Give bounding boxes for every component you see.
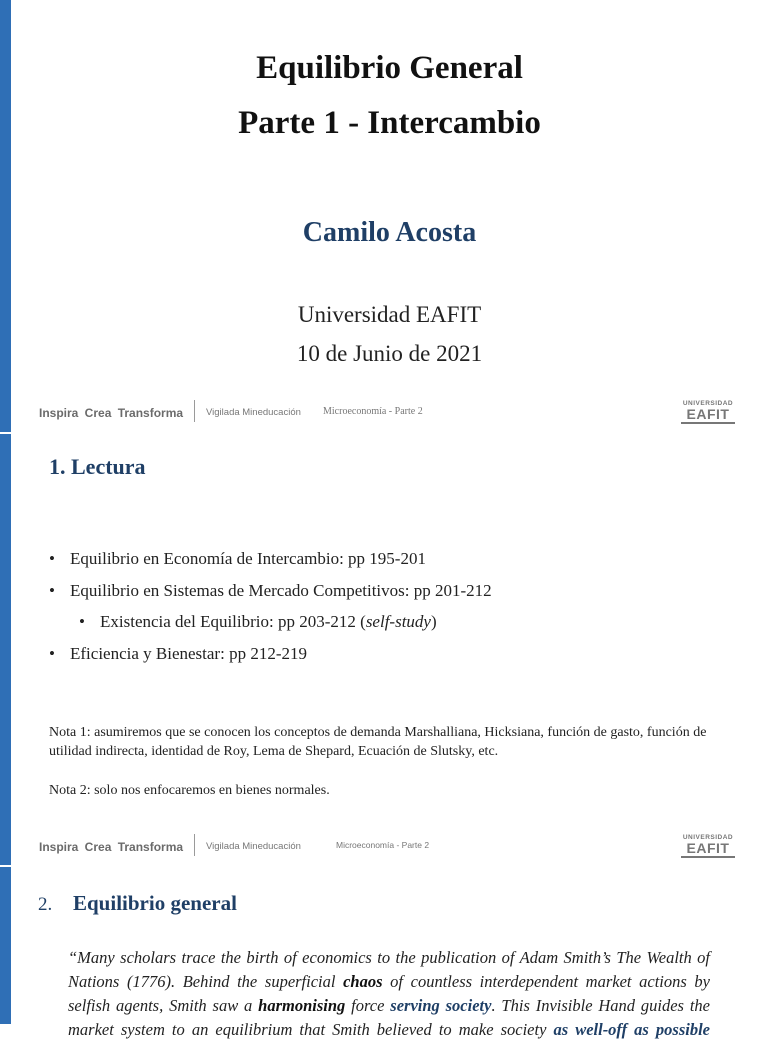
date: 10 de Junio de 2021 [296, 341, 483, 366]
slide-lectura [11, 432, 768, 817]
logo-top-text: UNIVERSIDAD [682, 400, 734, 407]
footer-tagline: Inspira Crea Transforma [39, 840, 184, 854]
footer-course: Microeconomía - Parte 2 [336, 840, 430, 850]
note-1: Nota 1: asumiremos que se conocen los conceptos de demanda Marshalliana, Hicksiana, función de gasto, función de utilidad indirecta, identidad de Roy, Lema de Shepard, Ecuación de Slutsky, etc. [49, 725, 707, 759]
quote-emphasis: chaos [343, 972, 383, 991]
institution: Universidad EAFIT [297, 302, 482, 327]
note-2: Nota 2: solo nos enfocaremos en bienes normales. [49, 783, 330, 798]
eafit-logo [681, 834, 735, 858]
quote-text: “Many scholars trace the birth of economics to the publication of Adam Smith’s The Wealth of Nations (1776). Behind the superficial [68, 948, 710, 991]
footer-separator [194, 834, 195, 856]
footer-separator [194, 400, 195, 422]
sub-item-italic: self-study [365, 612, 431, 631]
sub-item-text: Existencia del Equilibrio: pp 203-212 ( [100, 612, 366, 631]
footer-vigilada: Vigilada Mineducación [206, 407, 301, 418]
logo-top-text: UNIVERSIDAD [682, 834, 734, 841]
quote-text: force [345, 996, 391, 1015]
reading-list [49, 549, 492, 675]
logo-underline [681, 856, 735, 858]
author-name: Camilo Acosta [302, 217, 477, 248]
left-accent-bar [0, 0, 11, 1024]
footer-course: Microeconomía - Parte 2 [323, 406, 423, 417]
sub-item-close: ) [430, 612, 437, 631]
quote-emphasis-blue: serving society [390, 996, 492, 1015]
smith-quote [68, 946, 710, 1042]
quote-emphasis-blue: as well-off as possible [546, 1020, 710, 1039]
eafit-logo [681, 400, 735, 424]
logo-main-text: EAFIT [686, 406, 730, 422]
title-line-1: Equilibrio General [256, 50, 523, 86]
quote-text: . This Invisible Hand guides the market system to an equilibrium that Smith believed to make society [68, 996, 710, 1039]
footer-vigilada: Vigilada Mineducación [206, 841, 301, 852]
list-item: • Equilibrio en Economía de Intercambio: pp 195-201 [49, 549, 492, 581]
list-item-sub [49, 612, 492, 644]
list-item: • Eficiencia y Bienestar: pp 212-219 [49, 644, 492, 676]
slide-equilibrio-general [11, 866, 768, 1039]
footer-tagline: Inspira Crea Transforma [39, 406, 184, 420]
slide-divider-notch [0, 432, 11, 434]
quote-text: of countless interdependent market actions by selfish agents, Smith saw a [68, 972, 710, 1015]
section-number: 2. [38, 894, 53, 915]
slide-divider-notch [0, 865, 11, 867]
slide-footer [11, 398, 768, 432]
slide-footer [11, 832, 768, 866]
logo-underline [681, 422, 735, 424]
slide-title [11, 0, 768, 385]
slide-heading: Equilibrio general [73, 891, 237, 915]
title-line-2: Parte 1 - Intercambio [238, 105, 541, 141]
slide-heading: 1. Lectura [49, 454, 146, 479]
logo-main-text: EAFIT [686, 840, 730, 856]
quote-emphasis: harmonising [258, 996, 346, 1015]
list-item: • Equilibrio en Sistemas de Mercado Competitivos: pp 201-212 [49, 581, 492, 613]
